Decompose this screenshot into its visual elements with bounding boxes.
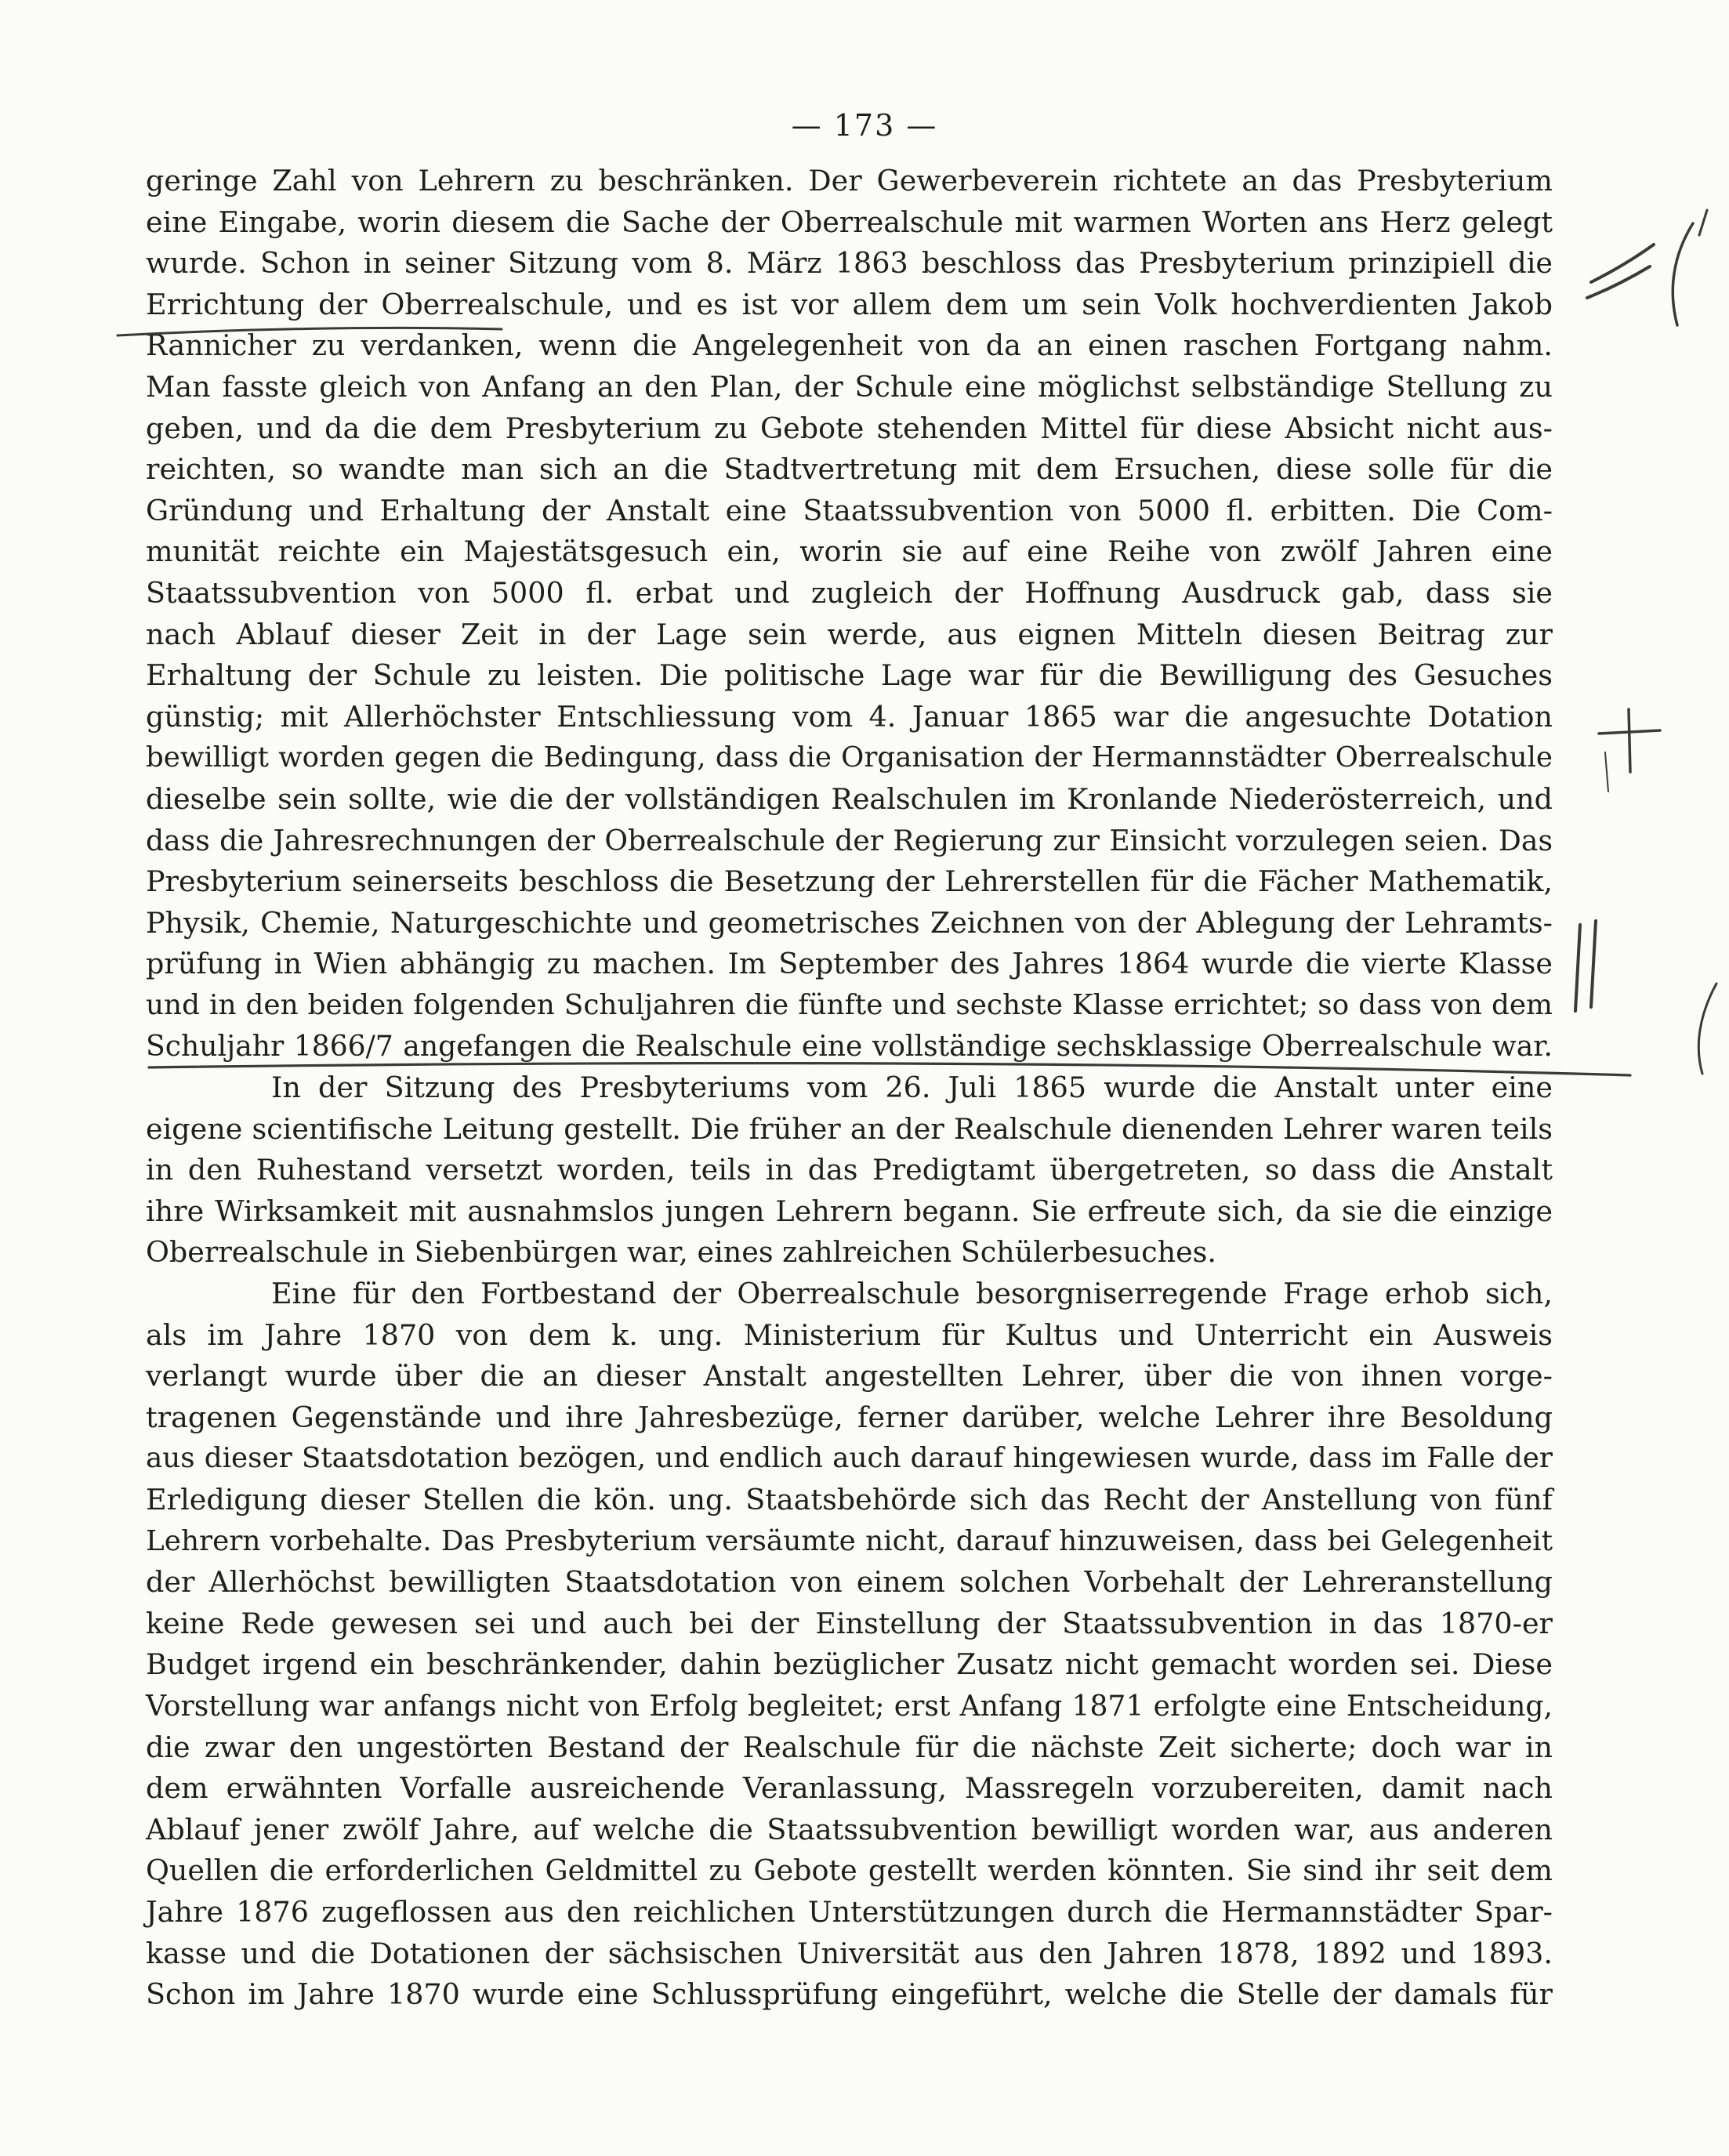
margin-double-bar-mark xyxy=(1575,921,1596,1011)
text-line: Physik, Chemie, Naturgeschichte und geometrisches Zeichnen von der Ablegung der Lehramts- xyxy=(146,905,1553,940)
margin-plus-mark xyxy=(1599,709,1660,772)
text-line: Staatssubvention von 5000 fl. erbat und zugleich der Hoffnung Ausdruck gab, dass sie xyxy=(146,575,1553,610)
text-line: Budget irgend ein beschränkender, dahin bezüglicher Zusatz nicht gemacht worden sei. Diese xyxy=(146,1647,1553,1682)
margin-equals-mark xyxy=(1587,245,1654,298)
body-text xyxy=(146,161,1553,2016)
text-line: Jahre 1876 zugeflossen aus den reichlichen Unterstützungen durch die Hermannstädter Spar- xyxy=(146,1894,1553,1929)
text-line: dieselbe sein sollte, wie die der vollständigen Realschulen im Kronlande Niederösterreich, und xyxy=(146,781,1553,816)
text-line: Erhaltung der Schule zu leisten. Die politische Lage war für die Bewilligung des Gesuches xyxy=(146,658,1553,693)
text-line: Erledigung dieser Stellen die kön. ung. Staatsbehörde sich das Recht der Anstellung von fünf xyxy=(146,1483,1553,1516)
text-line: Schon im Jahre 1870 wurde eine Schlussprüfung eingeführt, welche die Stelle der damals für xyxy=(146,1977,1553,2012)
text-line: die zwar den ungestörten Bestand der Realschule für die nächste Zeit sicherte; doch war in xyxy=(146,1730,1553,1764)
text-line: reichten, so wandte man sich an die Stadtvertretung mit dem Ersuchen, diese solle für die xyxy=(146,452,1553,487)
margin-paren-lower-mark xyxy=(1698,984,1716,1074)
text-line: der Allerhöchst bewilligten Staatsdotation von einem solchen Vorbehalt der Lehreranstellung xyxy=(146,1565,1553,1600)
text-line: geringe Zahl von Lehrern zu beschränken. Der Gewerbeverein richtete an das Presbyterium xyxy=(146,164,1553,197)
text-line: prüfung in Wien abhängig zu machen. Im September des Jahres 1864 wurde die vierte Klasse xyxy=(146,947,1553,981)
text-line: Rannicher zu verdanken, wenn die Angelegenheit von da an einen raschen Fortgang nahm. xyxy=(146,328,1553,363)
text-line: aus dieser Staatsdotation bezögen, und endlich auch darauf hingewiesen wurde, dass im Falle der xyxy=(146,1442,1553,1475)
page-number: — 173 — xyxy=(791,108,938,143)
text-line: wurde. Schon in seiner Sitzung vom 8. März 1863 beschloss das Presbyterium prinzipiell die xyxy=(146,246,1553,281)
text-line: Oberrealschule in Siebenbürgen war, eines zahlreichen Schülerbesuches. xyxy=(146,1235,1217,1270)
text-line: Ablauf jener zwölf Jahre, auf welche die Staatssubvention bewilligt worden war, aus anderen xyxy=(146,1812,1553,1846)
text-line: tragenen Gegenstände und ihre Jahresbezüge, ferner darüber, welche Lehrer ihre Besoldung xyxy=(146,1400,1553,1434)
margin-stroke-mark xyxy=(1605,752,1608,792)
paragraph-3 xyxy=(146,1274,1553,2016)
text-line: kasse und die Dotationen der sächsischen Universität aus den Jahren 1878, 1892 und 1893. xyxy=(146,1936,1553,1970)
margin-slash-mark xyxy=(1699,210,1707,235)
margin-paren-mark xyxy=(1673,223,1693,325)
paragraph-2 xyxy=(146,1067,1553,1274)
text-line: eine Eingabe, worin diesem die Sache der Oberrealschule mit warmen Worten ans Herz gelegt xyxy=(146,205,1553,239)
text-line: Schuljahr 1866/7 angefangen die Realschule eine vollständige sechsklassige Oberrealschule war. xyxy=(146,1029,1553,1064)
text-line: verlangt wurde über die an dieser Anstalt angestellten Lehrer, über die von ihnen vorge- xyxy=(146,1359,1553,1393)
text-line: bewilligt worden gegen die Bedingung, dass die Organisation der Hermannstädter Oberrealschule xyxy=(146,741,1553,774)
text-line: Vorstellung war anfangs nicht von Erfolg begleitet; erst Anfang 1871 erfolgte eine Entscheidung, xyxy=(146,1688,1553,1723)
text-line: als im Jahre 1870 von dem k. ung. Ministerium für Kultus und Unterricht ein Ausweis xyxy=(146,1317,1553,1352)
text-line: und in den beiden folgenden Schuljahren die fünfte und sechste Klasse errichtet; so dass von dem xyxy=(146,988,1553,1021)
paragraph-1 xyxy=(146,161,1553,1067)
text-line: In der Sitzung des Presbyteriums vom 26. Juli 1865 wurde die Anstalt unter eine xyxy=(271,1071,1553,1105)
text-line: nach Ablauf dieser Zeit in der Lage sein werde, aus eignen Mitteln diesen Beitrag zur xyxy=(146,617,1553,651)
text-line: geben, und da die dem Presbyterium zu Gebote stehenden Mittel für diese Absicht nicht aus- xyxy=(146,411,1553,445)
text-line: Gründung und Erhaltung der Anstalt eine Staatssubvention von 5000 fl. erbitten. Die Com- xyxy=(146,493,1553,527)
text-line: keine Rede gewesen sei und auch bei der Einstellung der Staatssubvention in das 1870-er xyxy=(146,1606,1553,1640)
text-line: Errichtung der Oberrealschule, und es ist vor allem dem um sein Volk hochverdienten Jakob xyxy=(146,287,1553,321)
text-line: Presbyterium seinerseits beschloss die Besetzung der Lehrerstellen für die Fächer Mathematik, xyxy=(146,864,1553,899)
text-line: Quellen die erforderlichen Geldmittel zu Gebote gestellt werden könnten. Sie sind ihr seit dem xyxy=(146,1853,1553,1888)
text-line: ihre Wirksamkeit mit ausnahmslos jungen Lehrern begann. Sie erfreute sich, da sie die einzige xyxy=(146,1194,1553,1228)
text-line: dass die Jahresrechnungen der Oberrealschule der Regierung zur Einsicht vorzulegen seien. Das xyxy=(146,823,1553,857)
text-line: Lehrern vorbehalte. Das Presbyterium versäumte nicht, darauf hinzuweisen, dass bei Gelegenheit xyxy=(146,1524,1553,1557)
text-line: günstig; mit Allerhöchster Entschliessung vom 4. Januar 1865 war die angesuchte Dotation xyxy=(146,699,1553,734)
text-line: dem erwähnten Vorfalle ausreichende Veranlassung, Massregeln vorzubereiten, damit nach xyxy=(146,1771,1553,1806)
text-line: in den Ruhestand versetzt worden, teils in das Predigtamt übergetreten, so dass die Anstalt xyxy=(146,1153,1553,1187)
text-line: eigene scientifische Leitung gestellt. Die früher an der Realschule dienenden Lehrer waren teils xyxy=(146,1111,1553,1146)
text-line: Eine für den Fortbestand der Oberrealschule besorgniserregende Frage erhob sich, xyxy=(271,1277,1553,1311)
text-line: munität reichte ein Majestätsgesuch ein, worin sie auf eine Reihe von zwölf Jahren eine xyxy=(146,534,1553,569)
text-line: Man fasste gleich von Anfang an den Plan, der Schule eine möglichst selbständige Stellung zu xyxy=(146,369,1553,404)
